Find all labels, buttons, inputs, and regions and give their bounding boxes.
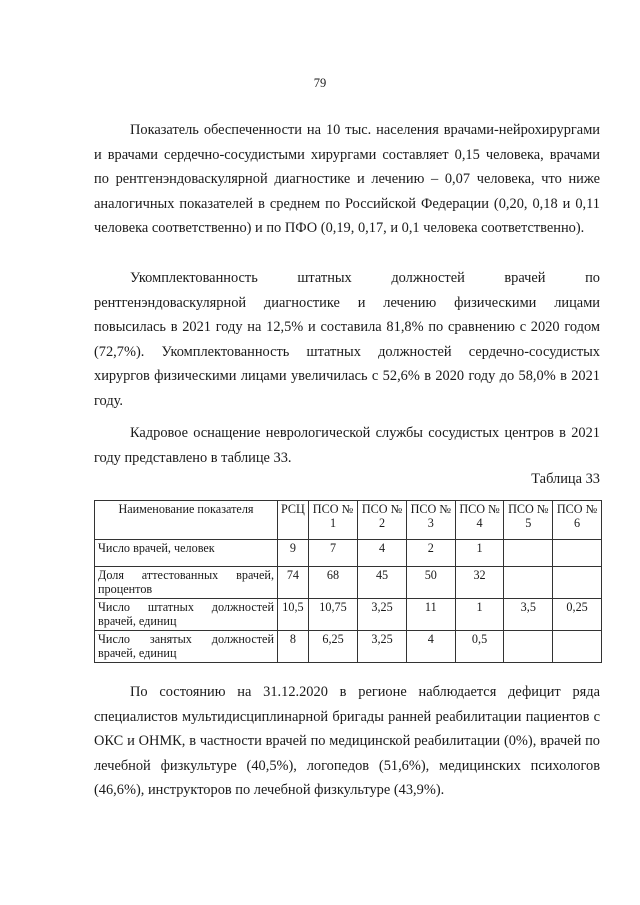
table-cell: 0,25 xyxy=(553,599,602,631)
row-label: Число врачей, человек xyxy=(95,540,278,567)
table-cell: 10,5 xyxy=(278,599,309,631)
table-cell: 3,5 xyxy=(504,599,553,631)
paragraph-2 xyxy=(94,266,600,414)
table-cell xyxy=(553,540,602,567)
table-cell: 45 xyxy=(358,567,407,599)
header-pso-2: ПСО № 2 xyxy=(358,501,407,540)
table-cell: 4 xyxy=(358,540,407,567)
table-caption: Таблица 33 xyxy=(531,471,600,487)
table-header-row xyxy=(95,501,602,540)
table-cell: 8 xyxy=(278,631,309,663)
header-pso-1: ПСО № 1 xyxy=(308,501,357,540)
staffing-table xyxy=(94,500,602,663)
table-cell: 11 xyxy=(406,599,455,631)
paragraph-3 xyxy=(94,421,600,470)
table-cell xyxy=(504,540,553,567)
table-cell xyxy=(553,567,602,599)
header-pso-3: ПСО № 3 xyxy=(406,501,455,540)
header-pso-5: ПСО № 5 xyxy=(504,501,553,540)
header-pso-4: ПСО № 4 xyxy=(455,501,504,540)
paragraph-2-text: Укомплектованность штатных должностей врачей по рентгенэндоваскулярной диагностике и лечению физическими лицами повысилась в 2021 году на 12,5% и составила 81,8% по сравнению с 2020 годом (72,7%). Укомплектованность штатных должностей сердечно-сосудистых хирургов физическими лицами увеличилась с 52,6% в 2020 году до 58,0% в 2021 году. xyxy=(94,270,600,409)
header-indicator-name: Наименование показателя xyxy=(95,501,278,540)
table-cell: 9 xyxy=(278,540,309,567)
table-cell: 6,25 xyxy=(308,631,357,663)
table-cell xyxy=(504,567,553,599)
paragraph-1-text: Показатель обеспеченности на 10 тыс. населения врачами-нейрохирургами и врачами сердечно-сосудистыми хирургами составляет 0,15 человека, врачами по рентгенэндоваскулярной диагностике и лечению – 0,07 человека, что ниже аналогичных показателей в среднем по Российской Федерации (0,20, 0,18 и 0,11 человека соответственно) и по ПФО (0,19, 0,17, и 0,1 человека соответственно). xyxy=(94,122,600,237)
table-cell: 1 xyxy=(455,599,504,631)
header-pso-6: ПСО № 6 xyxy=(553,501,602,540)
table-cell xyxy=(553,631,602,663)
table-cell: 2 xyxy=(406,540,455,567)
table-cell: 50 xyxy=(406,567,455,599)
paragraph-4-text: По состоянию на 31.12.2020 в регионе наблюдается дефицит ряда специалистов мультидисциплинарной бригады ранней реабилитации пациентов с ОКС и ОНМК, в частности врачей по медицинской реабилитации (0%), врачей по лечебной физкультуре (40,5%), логопедов (51,6%), медицинских психологов (46,6%), инструкторов по лечебной физкультуре (43,9%). xyxy=(94,684,600,799)
table-cell: 7 xyxy=(308,540,357,567)
table-cell: 4 xyxy=(406,631,455,663)
page-number: 79 xyxy=(313,76,327,90)
paragraph-3-text: Кадровое оснащение неврологической службы сосудистых центров в 2021 году представлено в таблице 33. xyxy=(94,425,600,466)
table-cell: 68 xyxy=(308,567,357,599)
table-row xyxy=(95,540,602,567)
table-cell: 1 xyxy=(455,540,504,567)
table-cell: 3,25 xyxy=(358,631,407,663)
header-rsc: РСЦ xyxy=(278,501,309,540)
paragraph-4 xyxy=(94,680,600,803)
table-row xyxy=(95,599,602,631)
table-cell: 74 xyxy=(278,567,309,599)
table-cell: 3,25 xyxy=(358,599,407,631)
row-label: Доля аттестованных врачей, процентов xyxy=(95,567,278,599)
table-cell xyxy=(504,631,553,663)
table-cell: 32 xyxy=(455,567,504,599)
table-cell: 0,5 xyxy=(455,631,504,663)
table-row xyxy=(95,631,602,663)
row-label: Число штатных должностей врачей, единиц xyxy=(95,599,278,631)
paragraph-1 xyxy=(94,118,600,241)
table-row xyxy=(95,567,602,599)
row-label: Число занятых должностей врачей, единиц xyxy=(95,631,278,663)
table-cell: 10,75 xyxy=(308,599,357,631)
